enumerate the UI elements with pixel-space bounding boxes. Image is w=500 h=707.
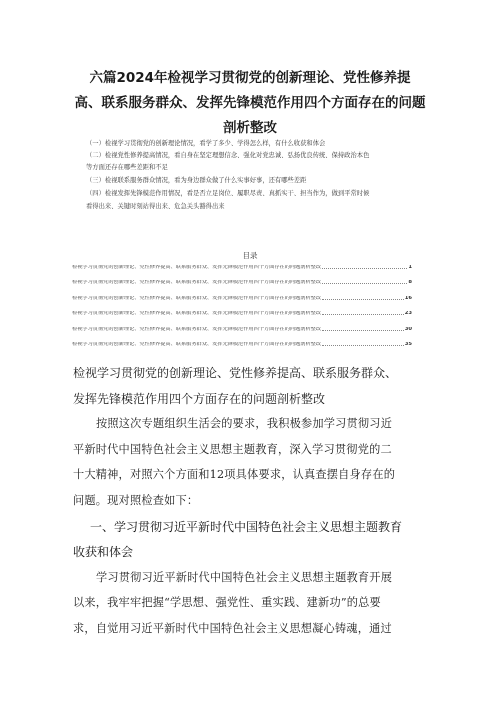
toc-leader	[322, 265, 407, 269]
toc-entry[interactable]	[72, 265, 412, 270]
toc-entry[interactable]	[72, 280, 412, 285]
toc-entry[interactable]	[72, 311, 412, 316]
intro-item-1: （一）检视学习贯彻党的创新理论情况，看学了多少、学得怎么样，有什么收获和体会	[86, 140, 326, 147]
intro-item-3: （三）检视联系服务群众情况，看为身边群众做了什么实事好事，还有哪些差距	[86, 177, 307, 184]
body-paragraph-1-line-1: 按照这次专题组织生活会的要求，我积极参加学习贯彻习近	[96, 417, 393, 430]
body-paragraph-1-line-3: 十大精神，对照六个方面和12项具体要求，认真查摆自身存在的	[73, 468, 396, 481]
toc-leader	[322, 296, 404, 300]
toc-entry[interactable]	[72, 296, 412, 301]
toc-entry-label: 检视学习贯彻党的创新理论、党性修养提高、联系服务群众、发挥先锋模范作用四个方面存在的问题剖析整改	[72, 342, 322, 347]
toc-entry-label: 检视学习贯彻党的创新理论、党性修养提高、联系服务群众、发挥先锋模范作用四个方面存在的问题剖析整改	[72, 265, 322, 270]
toc-entry-label: 检视学习贯彻党的创新理论、党性修养提高、联系服务群众、发挥先锋模范作用四个方面存在的问题剖析整改	[72, 311, 322, 316]
toc-entry-page: 35	[404, 342, 412, 347]
document-title-line-2: 高、联系服务群众、发挥先锋模范作用四个方面存在的问题	[74, 95, 426, 111]
toc-entry-page: 16	[404, 296, 412, 301]
body-paragraph-2-line-1: 学习贯彻习近平新时代中国特色社会主义思想主题教育开展	[96, 571, 393, 584]
sub-heading-line-2: 收获和体会	[73, 545, 134, 559]
section-heading-line-1: 检视学习贯彻党的创新理论、党性修养提高、联系服务群众、	[73, 366, 398, 380]
toc-entry-page: 1	[408, 265, 412, 270]
body-paragraph-1-line-2: 平新时代中国特色社会主义思想主题教育，深入学习贯彻党的二	[73, 443, 392, 456]
body-paragraph-2-line-3: 求，自觉用习近平新时代中国特色社会主义思想凝心铸魂，通过	[73, 622, 392, 635]
toc-leader	[322, 327, 404, 331]
toc-entry[interactable]	[72, 327, 412, 332]
intro-item-2: （二）检视党性修养提高情况，看自身在坚定理想信念、强化对党忠诚、弘扬优良传统、保持政治本色	[86, 152, 370, 159]
toc-entry-page: 30	[404, 327, 412, 332]
intro-item-4: （四）检视发挥先锋模范作用情况，看是否立足岗位、履职尽责、真抓实干、担当作为，做到平常时候	[86, 190, 370, 197]
document-title-line-1: 六篇2024年检视学习贯彻党的创新理论、党性修养提	[89, 70, 411, 86]
sub-heading-line-1: 一、学习贯彻习近平新时代中国特色社会主义思想主题教育	[90, 520, 403, 534]
toc-entry-label: 检视学习贯彻党的创新理论、党性修养提高、联系服务群众、发挥先锋模范作用四个方面存在的问题剖析整改	[72, 296, 322, 301]
body-paragraph-2-line-2: 以来，我牢牢把握“学思想、强党性、重实践、建新功”的总要	[73, 596, 381, 609]
toc-entry[interactable]	[72, 342, 412, 347]
toc-entry-page: 23	[404, 311, 412, 316]
body-paragraph-1-line-4: 问题。现对照检查如下：	[73, 494, 199, 507]
toc-leader	[322, 342, 404, 346]
toc-entry-label: 检视学习贯彻党的创新理论、党性修养提高、联系服务群众、发挥先锋模范作用四个方面存在的问题剖析整改	[72, 327, 322, 332]
document-title-line-3: 剖析整改	[223, 120, 277, 136]
section-heading-line-2: 发挥先锋模范作用四个方面存在的问题剖析整改	[73, 392, 326, 406]
toc-title: 目录	[242, 251, 258, 260]
intro-item-4-cont: 看得出来、关键时刻站得出来、危急关头豁得出来	[86, 203, 225, 210]
toc-leader	[322, 280, 407, 284]
toc-leader	[322, 311, 404, 315]
toc-entry-label: 检视学习贯彻党的创新理论、党性修养提高、联系服务群众、发挥先锋模范作用四个方面存在的问题剖析整改	[72, 280, 322, 285]
toc-entry-page: 8	[408, 280, 412, 285]
intro-item-2-cont: 等方面还存在哪些差距和不足	[86, 164, 168, 171]
